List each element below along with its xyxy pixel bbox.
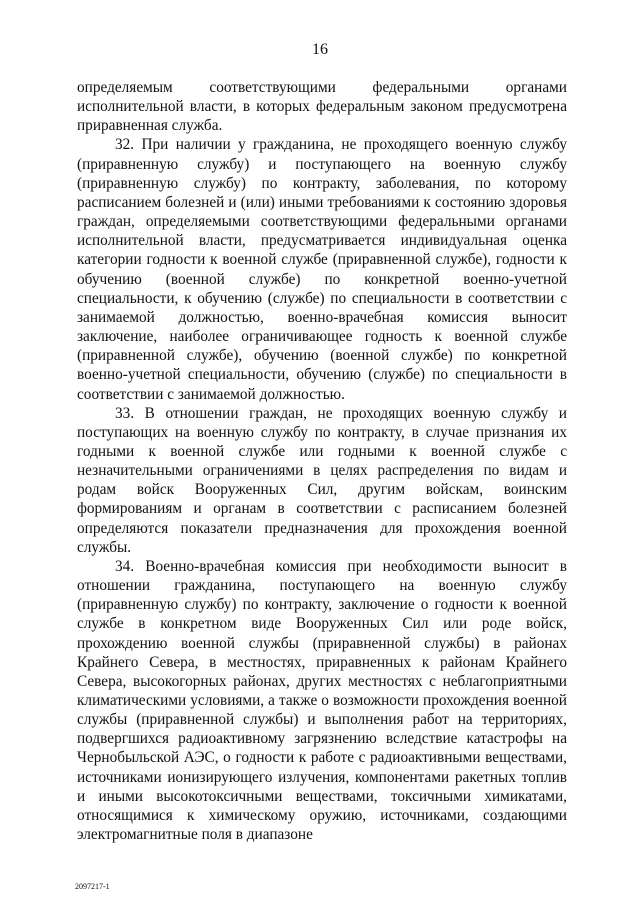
document-code: 2097217-1 (75, 882, 110, 891)
page-number: 16 (312, 41, 328, 58)
paragraph-continuation: определяемым соответствующими федеральными органами исполнительной власти, в которых федеральным законом предусмотрена приравненная служба. (77, 79, 567, 135)
paragraph-34: 34. Военно-врачебная комиссия при необходимости выносит в отношении гражданина, поступающего на военную службу (приравненную службу) по контракту, заключение о годности к военной службе в конкретном виде Вооруженных Сил или роде войск, прохождению военной службы (приравненной службы) в районах Крайнего Севера, в местностях, приравненных к районам Крайнего Севера, высокогорных районах, других местностях с неблагоприятными климатическими условиями, а также о возможности прохождения военной службы (приравненной службы) и выполнения работ на территориях, подвергшихся радиоактивному загрязнению вследствие катастрофы на Чернобыльской АЭС, о годности к работе с радиоактивными веществами, источниками ионизирующего излучения, компонентами ракетных топлив и иными высокотоксичными веществами, токсичными химикатами, относящимися к химическому оружию, источниками, создающими электромагнитные поля в диапазоне (77, 557, 567, 844)
paragraph-32: 32. При наличии у гражданина, не проходящего военную службу (приравненную службу) и поступающего на военную службу (приравненную службу) по контракту, заболевания, по которому расписанием болезней и (или) иными требованиями к состоянию здоровья граждан, определяемыми соответствующими федеральными органами исполнительной власти, предусматривается индивидуальная оценка категории годности к военной службе (приравненной службе), годности к обучению (военной службе) по конкретной военно-учетной специальности, к обучению (службе) по специальности в соответствии с занимаемой должностью, военно-врачебная комиссия выносит заключение, наиболее ограничивающее годность к военной службе (приравненной службе), обучению (военной службе) по конкретной военно-учетной специальности, обучению (службе) по специальности в соответствии с занимаемой должностью. (77, 136, 567, 403)
paragraph-33: 33. В отношении граждан, не проходящих военную службу и поступающих на военную службу по контракту, в случае признания их годными к военной службе или годными к военной службе с незначительными ограничениями в целях распределения по видам и родам войск Вооруженных Сил, другим войскам, воинским формированиям и органам в соответствии с расписанием болезней определяются показатели предназначения для прохождения военной службы. (77, 404, 567, 556)
document-body (77, 78, 567, 844)
